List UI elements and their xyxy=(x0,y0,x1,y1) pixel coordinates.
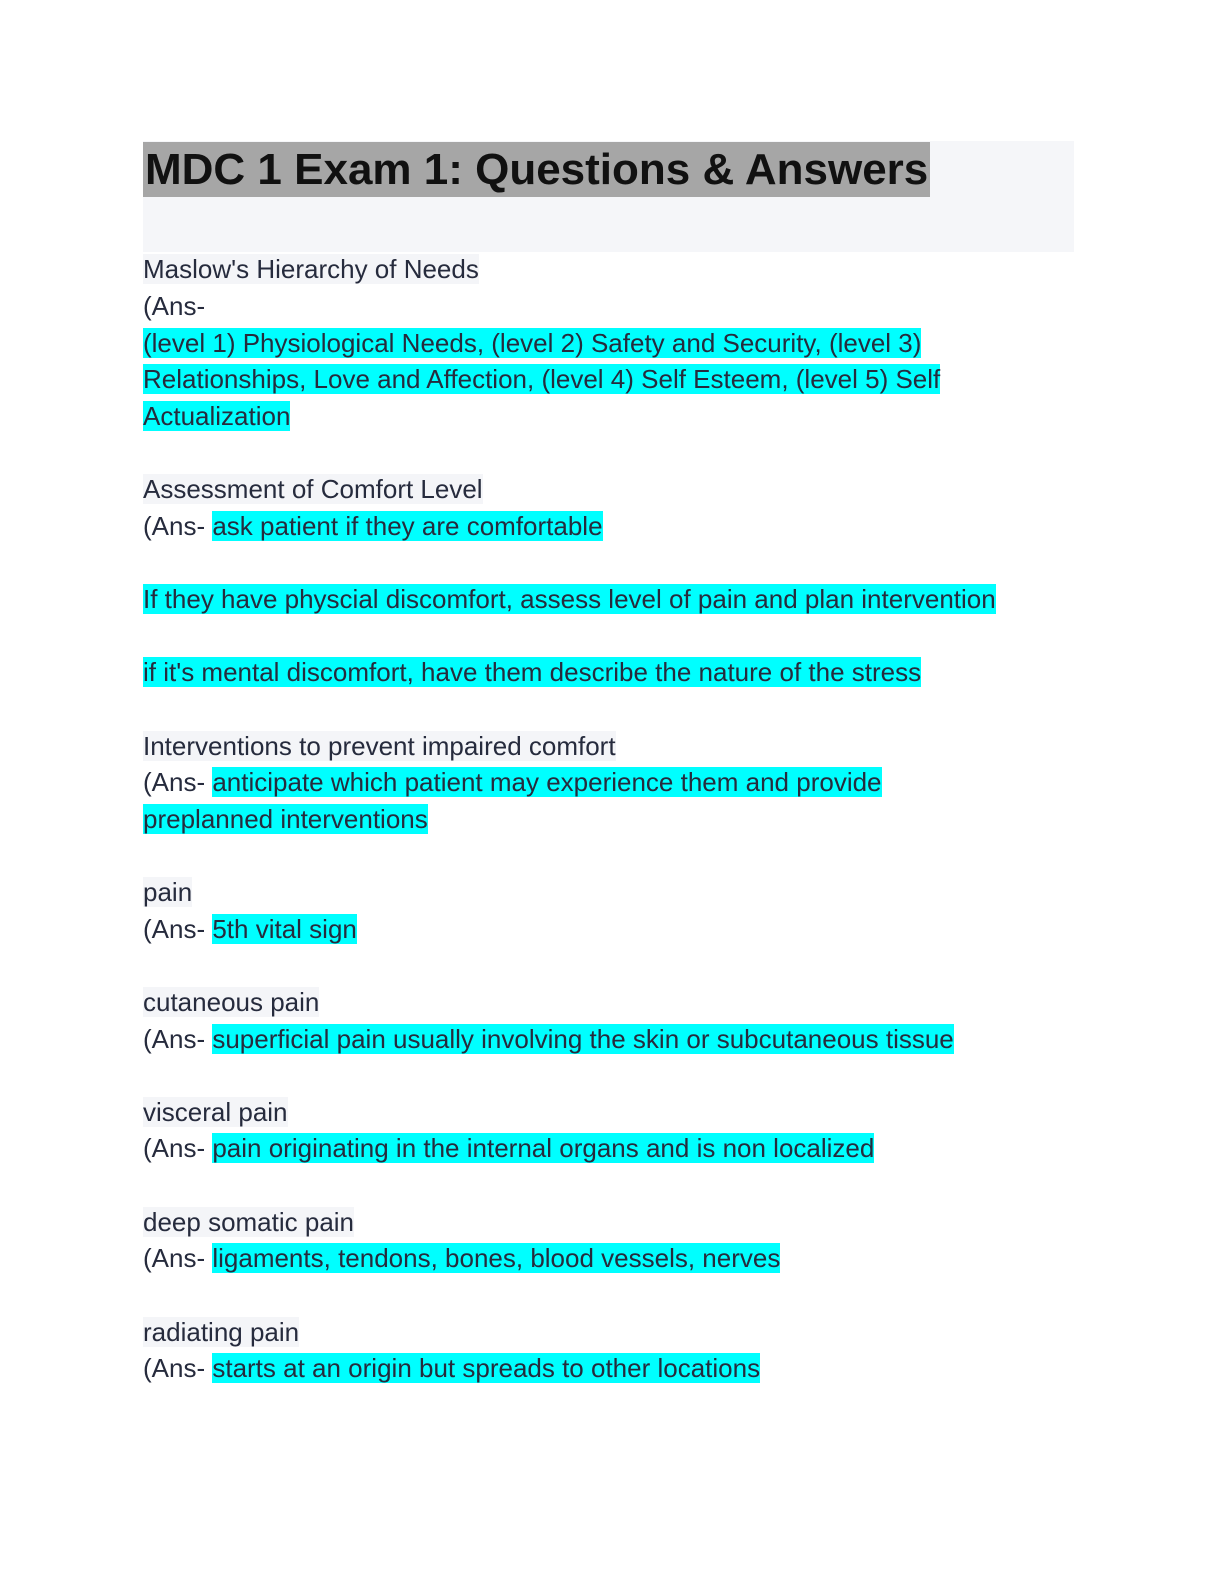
answer-line: (level 1) Physiological Needs, (level 2) Safety and Security, (level 3) xyxy=(143,328,922,358)
answer-line: Relationships, Love and Affection, (level 4) Self Esteem, (level 5) Self xyxy=(143,364,941,394)
answer-line: Actualization xyxy=(143,401,291,431)
answer-line: if it's mental discomfort, have them describe the nature of the stress xyxy=(143,657,922,687)
question-deep-somatic-pain: deep somatic pain xyxy=(143,1207,355,1237)
answer-line: (Ans- superficial pain usually involving the skin or subcutaneous tissue xyxy=(143,1024,954,1054)
question-radiating-pain: radiating pain xyxy=(143,1317,300,1347)
answer-prefix: (Ans- xyxy=(143,1133,213,1163)
answer-prefix: (Ans- xyxy=(143,767,213,797)
answer-line: (Ans- starts at an origin but spreads to other locations xyxy=(143,1353,761,1383)
answer-line: (Ans- ligaments, tendons, bones, blood vessels, nerves xyxy=(143,1243,781,1273)
answer-line: (Ans- pain originating in the internal organs and is non localized xyxy=(143,1133,875,1163)
answer-line: (Ans- 5th vital sign xyxy=(143,914,357,944)
question-visceral-pain: visceral pain xyxy=(143,1097,288,1127)
answer-prefix: (Ans- xyxy=(143,1243,213,1273)
answer-prefix: (Ans- xyxy=(143,914,213,944)
question-pain: pain xyxy=(143,877,193,907)
question-comfort-assessment: Assessment of Comfort Level xyxy=(143,474,483,504)
page-title: MDC 1 Exam 1: Questions & Answers xyxy=(143,142,930,197)
question-maslow: Maslow's Hierarchy of Needs xyxy=(143,254,479,284)
answer-line: (Ans- ask patient if they are comfortable xyxy=(143,511,603,541)
answer-prefix: (Ans- xyxy=(143,291,206,321)
answer-prefix: (Ans- xyxy=(143,511,213,541)
question-interventions: Interventions to prevent impaired comfort xyxy=(143,731,616,761)
answer-line: preplanned interventions xyxy=(143,804,428,834)
answer-prefix: (Ans- xyxy=(143,1024,213,1054)
answer-prefix: (Ans- xyxy=(143,1353,213,1383)
question-cutaneous-pain: cutaneous pain xyxy=(143,987,320,1017)
answer-line: (Ans- anticipate which patient may experience them and provide xyxy=(143,767,882,797)
answer-line: If they have physcial discomfort, assess level of pain and plan intervention xyxy=(143,584,996,614)
